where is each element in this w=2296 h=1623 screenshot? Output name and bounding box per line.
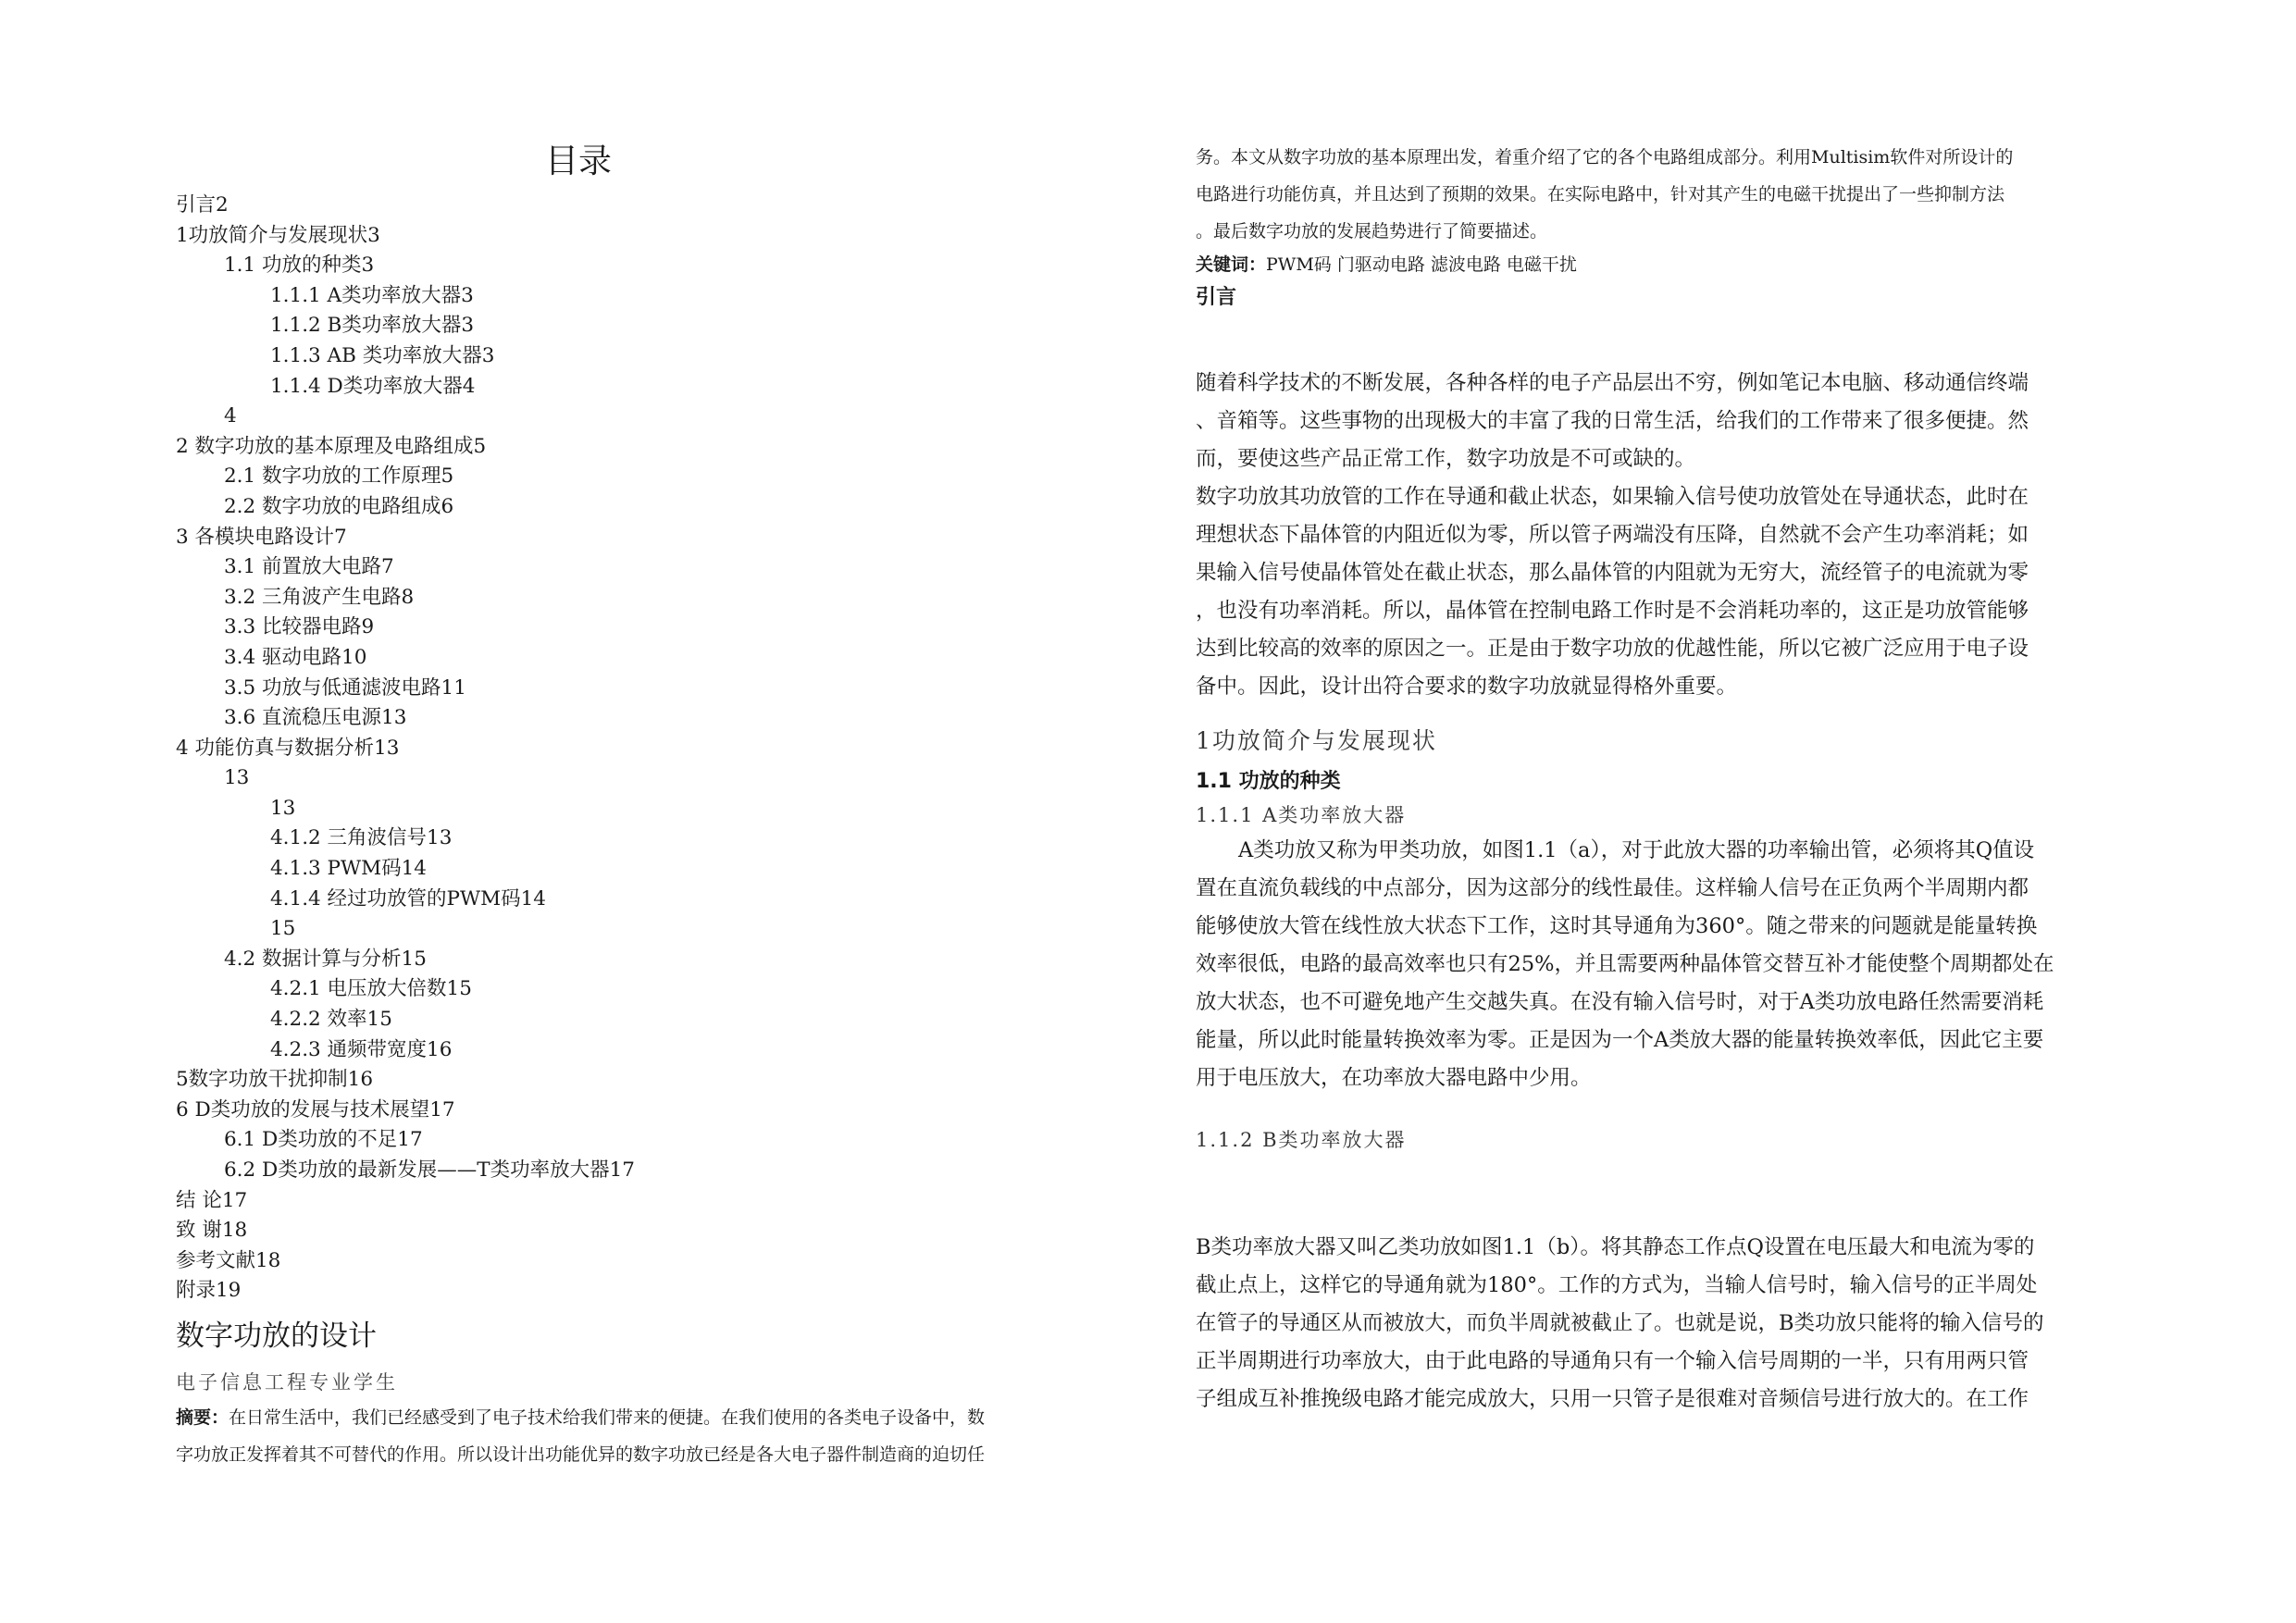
body-line: 截止点上，这样它的导通角就为180°。工作的方式为，当输人信号时，输入信号的正半周处	[1196, 1273, 2038, 1297]
class-a-paragraph	[1196, 832, 2140, 1097]
toc-entry[interactable]: 引言2	[176, 193, 229, 217]
subsubsection-heading-a: 1.1.1 A类功率放大器	[1196, 804, 1407, 826]
keywords	[1196, 250, 2140, 279]
right-column	[1196, 139, 2140, 1419]
body-line: 理想状态下晶体管的内阻近似为零，所以管子两端没有压降，自然就不会产生功率消耗；如	[1196, 523, 2029, 547]
toc-entry[interactable]: 5数字功放干扰抑制16	[176, 1068, 374, 1092]
body-line: 备中。因此，设计出符合要求的数字功放就显得格外重要。	[1196, 675, 1738, 699]
toc-list	[176, 191, 1120, 1307]
body-line: 正半周期进行功率放大，由于此电路的导通角只有一个输入信号周期的一半，只有用两只管	[1196, 1349, 2029, 1373]
abstract-line: 务。本文从数字功放的基本原理出发，着重介绍了它的各个电路组成部分。利用Multisim软件对所设计的	[1196, 147, 2014, 167]
toc-entry[interactable]: 3.1 前置放大电路7	[224, 555, 394, 579]
toc-entry[interactable]: 4.2.3 通频带宽度16	[270, 1037, 453, 1061]
toc-entry[interactable]: 4.1.2 三角波信号13	[270, 826, 453, 850]
body-line: ，也没有功率消耗。所以，晶体管在控制电路工作时是不会消耗功率的，这正是功放管能够	[1196, 599, 2029, 623]
keywords-label: 关键词：	[1196, 254, 1267, 275]
toc-entry[interactable]: 1.1.1 A类功率放大器3	[270, 283, 474, 307]
toc-entry[interactable]: 2 数字功放的基本原理及电路组成5	[176, 434, 487, 458]
toc-entry[interactable]: 4	[224, 404, 237, 428]
body-line: 随着科学技术的不断发展，各种各样的电子产品层出不穷，例如笔记本电脑、移动通信终端	[1196, 371, 2029, 395]
toc-entry[interactable]: 4.1.4 经过功放管的PWM码14	[270, 886, 546, 911]
body-line: B类功率放大器又叫乙类功放如图1.1（b）。将其静态工作点Q设置在电压最大和电流为零的	[1196, 1235, 2035, 1259]
intro-paragraph-1	[1196, 365, 2140, 478]
toc-entry[interactable]: 1功放简介与发展现状3	[176, 223, 380, 247]
body-line: 子组成互补推挽级电路才能完成放大，只用一只管子是很难对音频信号进行放大的。在工作	[1196, 1387, 2029, 1411]
abstract-continued	[1196, 139, 2140, 250]
section-heading: 1功放简介与发展现状	[1196, 727, 1437, 754]
toc-entry[interactable]: 参考文献18	[176, 1248, 281, 1272]
abstract-line: 。最后数字功放的发展趋势进行了简要描述。	[1196, 221, 1548, 242]
toc-entry[interactable]: 3.4 驱动电路10	[224, 645, 367, 669]
body-line: 、音箱等。这些事物的出现极大的丰富了我的日常生活，给我们的工作带来了很多便捷。然	[1196, 409, 2029, 433]
abstract	[176, 1399, 1120, 1473]
toc-entry[interactable]: 1.1.2 B类功率放大器3	[270, 314, 475, 338]
class-b-paragraph	[1196, 1229, 2140, 1419]
body-line: A类功放又称为甲类功放，如图1.1（a），对于此放大器的功率输出管，必须将其Q值设	[1238, 838, 2035, 862]
document-title: 数字功放的设计	[176, 1319, 377, 1353]
body-line: 达到比较高的效率的原因之一。正是由于数字功放的优越性能，所以它被广泛应用于电子设	[1196, 637, 2029, 661]
toc-entry[interactable]: 1.1.4 D类功率放大器4	[270, 374, 476, 398]
toc-entry[interactable]: 4.1.3 PWM码14	[270, 857, 427, 881]
toc-entry[interactable]: 3.3 比较器电路9	[224, 615, 375, 639]
toc-entry[interactable]: 3.5 功放与低通滤波电路11	[224, 675, 466, 700]
toc-entry[interactable]: 6.1 D类功放的不足17	[224, 1128, 423, 1152]
toc-entry[interactable]: 4 功能仿真与数据分析13	[176, 736, 400, 760]
toc-entry[interactable]: 3.6 直流稳压电源13	[224, 706, 407, 730]
subsubsection-heading-b: 1.1.2 B类功率放大器	[1196, 1129, 1407, 1151]
toc-entry[interactable]: 2.1 数字功放的工作原理5	[224, 465, 454, 489]
left-column	[176, 139, 1120, 1473]
toc-entry[interactable]: 附录19	[176, 1279, 242, 1303]
author-line: 电子信息工程专业学生	[176, 1370, 398, 1394]
toc-entry[interactable]: 1.1.3 AB 类功率放大器3	[270, 343, 495, 367]
toc-entry[interactable]: 3 各模块电路设计7	[176, 525, 347, 549]
toc-entry[interactable]: 结 论17	[176, 1188, 248, 1212]
abstract-line: 在日常生活中，我们已经感受到了电子技术给我们带来的便捷。在我们使用的各类电子设备中，数	[229, 1406, 986, 1428]
body-line: 而，要使这些产品正常工作，数字功放是不可或缺的。	[1196, 447, 1696, 471]
intro-paragraph-2	[1196, 478, 2140, 706]
abstract-line: 电路进行功能仿真，并且达到了预期的效果。在实际电路中，针对其产生的电磁干扰提出了一些抑制方法	[1196, 184, 2005, 204]
body-line: 置在直流负载线的中点部分，因为这部分的线性最佳。这样输人信号在正负两个半周期内都	[1196, 876, 2029, 900]
abstract-line: 字功放正发挥着其不可替代的作用。所以设计出功能优异的数字功放已经是各大电子器件制造商的迫切任	[176, 1443, 986, 1465]
subsection-heading: 1.1 功放的种类	[1196, 770, 1341, 793]
toc-entry[interactable]: 13	[224, 766, 250, 790]
toc-entry[interactable]: 15	[270, 917, 296, 941]
toc-title: 目录	[544, 142, 612, 180]
toc-entry[interactable]: 3.2 三角波产生电路8	[224, 585, 415, 609]
abstract-label: 摘要：	[176, 1406, 230, 1428]
keywords-text: PWM码 门驱动电路 滤波电路 电磁干扰	[1266, 254, 1577, 275]
toc-entry[interactable]: 1.1 功放的种类3	[224, 254, 375, 278]
toc-entry[interactable]: 2.2 数字功放的电路组成6	[224, 494, 454, 518]
body-line: 放大状态，也不可避免地产生交越失真。在没有输入信号时，对于A类功放电路任然需要消耗	[1196, 990, 2044, 1014]
body-line: 果输入信号使晶体管处在截止状态，那么晶体管的内阻就为无穷大，流经管子的电流就为零	[1196, 561, 2029, 585]
body-line: 效率很低，电路的最高效率也只有25%，并且需要两种晶体管交替互补才能使整个周期都处在	[1196, 952, 2054, 976]
body-line: 用于电压放大，在功率放大器电路中少用。	[1196, 1066, 1592, 1090]
toc-entry[interactable]: 致 谢18	[176, 1219, 248, 1243]
toc-entry[interactable]: 6 D类功放的发展与技术展望17	[176, 1097, 455, 1121]
toc-entry[interactable]: 6.2 D类功放的最新发展——T类功率放大器17	[224, 1158, 635, 1182]
toc-entry[interactable]: 13	[270, 796, 296, 820]
body-line: 能量，所以此时能量转换效率为零。正是因为一个A类放大器的能量转换效率低，因此它主要	[1196, 1028, 2044, 1052]
toc-entry[interactable]: 4.2.1 电压放大倍数15	[270, 977, 472, 1001]
toc-entry[interactable]: 4.2 数据计算与分析15	[224, 947, 427, 971]
body-line: 数字功放其功放管的工作在导通和截止状态，如果输入信号使功放管处在导通状态，此时在	[1196, 485, 2029, 509]
body-line: 在管子的导通区从而被放大，而负半周就被截止了。也就是说，B类功放只能将的输入信号的	[1196, 1311, 2044, 1335]
intro-heading: 引言	[1196, 286, 1237, 309]
toc-entry[interactable]: 4.2.2 效率15	[270, 1008, 392, 1032]
body-line: 能够使放大管在线性放大状态下工作，这时其导通角为360°。随之带来的问题就是能量转换	[1196, 914, 2038, 938]
